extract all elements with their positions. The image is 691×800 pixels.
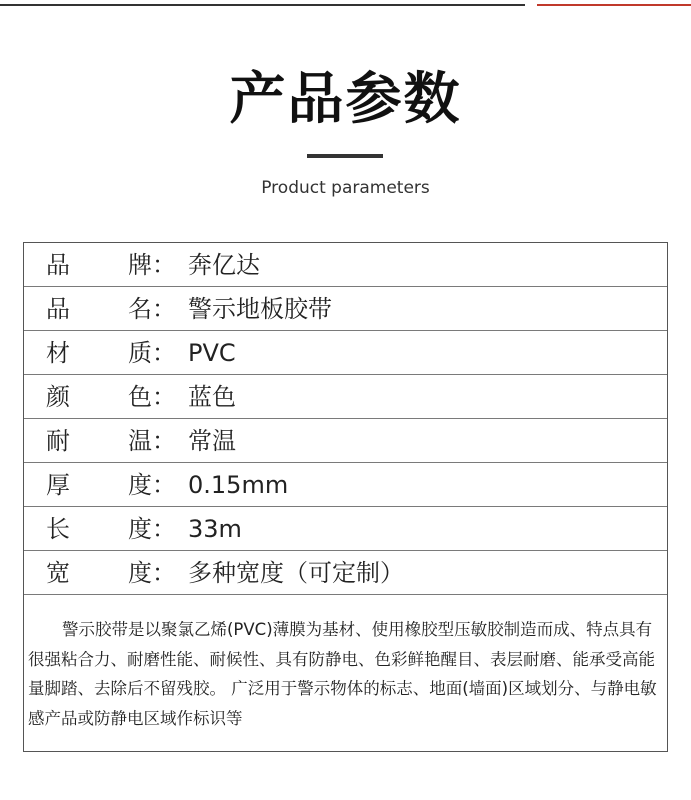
- param-label-char: 长: [46, 515, 70, 543]
- param-row-material: [24, 331, 667, 375]
- param-value-material: PVC: [188, 339, 236, 367]
- param-value-color: 蓝色: [188, 383, 236, 411]
- param-label-char: 厚: [46, 471, 70, 499]
- product-parameters-table: [23, 242, 668, 752]
- param-label-char: 度：: [128, 515, 176, 543]
- param-label-char: 牌：: [128, 251, 176, 279]
- param-label-char: 温：: [128, 427, 176, 455]
- param-value-product-name: 警示地板胶带: [188, 295, 332, 323]
- param-label-char: 色：: [128, 383, 176, 411]
- param-label-char: 质：: [128, 339, 176, 367]
- param-value-brand: 奔亿达: [188, 251, 260, 279]
- title-underline: [307, 154, 383, 158]
- param-value-thickness: 0.15mm: [188, 471, 289, 499]
- param-row-product-name: [24, 287, 667, 331]
- param-value-temperature: 常温: [188, 427, 236, 455]
- product-description: 警示胶带是以聚氯乙烯(PVC)薄膜为基材、使用橡胶型压敏胶制造而成、特点具有很强粘合力、耐磨性能、耐候性、具有防静电、色彩鲜艳醒目、表层耐磨、能承受高能量脚踏、去除后不留残胶。 广泛用于警示物体的标志、地面(墙面)区域划分、与静电敏感产品或防静电区域作标识等: [28, 620, 657, 728]
- param-label-char: 品: [46, 251, 70, 279]
- param-row-thickness: [24, 463, 667, 507]
- param-value-length: 33m: [188, 515, 242, 543]
- param-row-length: [24, 507, 667, 551]
- param-label-char: 颜: [46, 383, 70, 411]
- param-value-width: 多种宽度（可定制）: [188, 559, 404, 587]
- param-label-char: 度：: [128, 559, 176, 587]
- top-divider-red: [537, 4, 691, 6]
- param-label-char: 名：: [128, 295, 176, 323]
- param-row-temperature: [24, 419, 667, 463]
- page-title: 产品参数: [229, 67, 462, 132]
- param-label-char: 品: [46, 295, 70, 323]
- param-row-width: [24, 551, 667, 595]
- top-divider-dark: [0, 4, 525, 6]
- param-row-brand: [24, 243, 667, 287]
- param-row-color: [24, 375, 667, 419]
- param-label-char: 耐: [46, 427, 70, 455]
- param-label-char: 度：: [128, 471, 176, 499]
- page-subtitle: Product parameters: [261, 178, 430, 198]
- param-label-char: 宽: [46, 559, 70, 587]
- param-label-char: 材: [46, 339, 70, 367]
